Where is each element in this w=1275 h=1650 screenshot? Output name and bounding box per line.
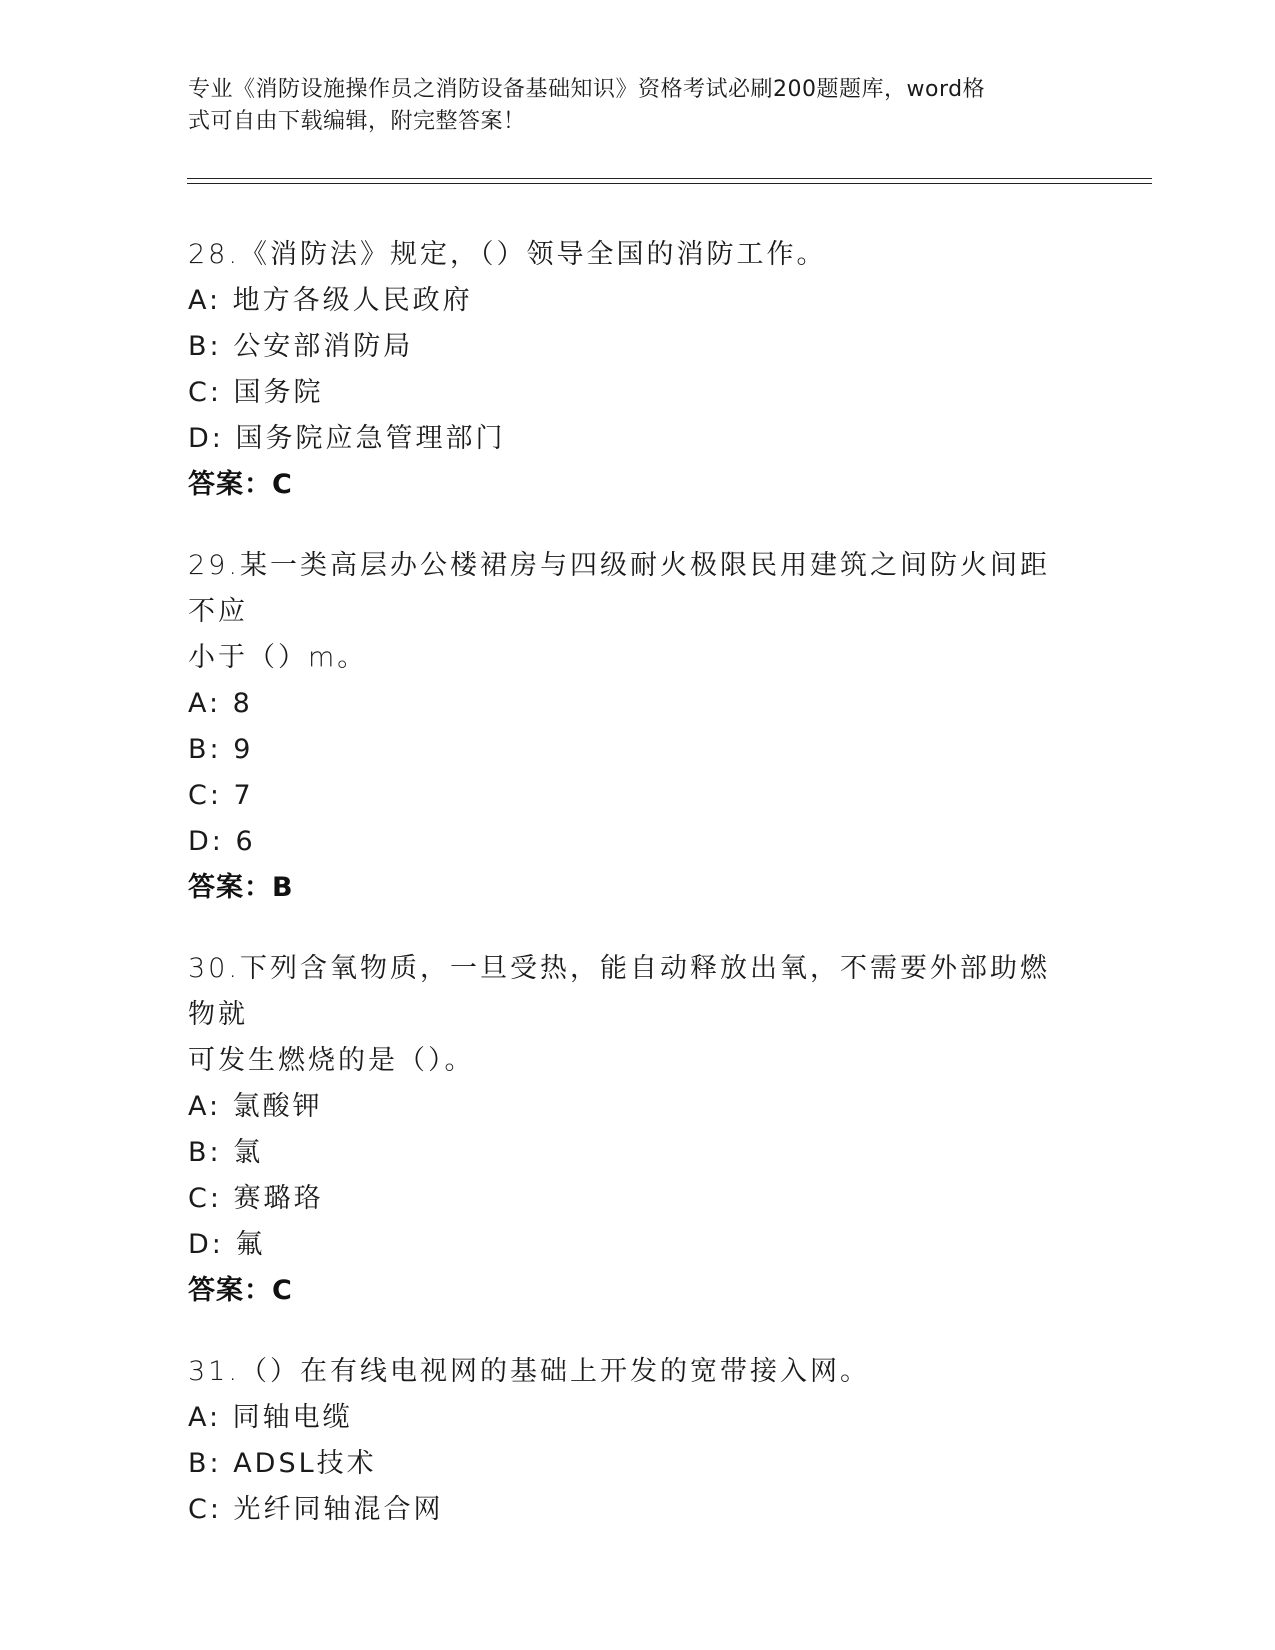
header-line: 专业《消防设施操作员之消防设备基础知识》资格考试必刷200题题库，word格 [188, 77, 986, 102]
question-31 [188, 1349, 1078, 1533]
question-stem: 30.下列含氧物质，一旦受热，能自动释放出氧，不需要外部助燃物就 [188, 953, 1050, 1030]
option-a: A: 地方各级人民政府 [188, 285, 473, 316]
document-header [188, 74, 1068, 138]
option-a: A: 氯酸钾 [188, 1091, 323, 1122]
question-stem: 29.某一类高层办公楼裙房与四级耐火极限民用建筑之间防火间距不应 [188, 550, 1050, 627]
option-c: C: 赛璐珞 [188, 1183, 324, 1214]
option-b: B: 9 [188, 734, 254, 765]
question-stem: 小于（）m。 [188, 642, 368, 673]
option-c: C: 7 [188, 780, 254, 811]
header-line: 式可自由下载编辑，附完整答案！ [188, 109, 526, 134]
answer-label: 答案：B [188, 872, 294, 903]
question-stem: 可发生燃烧的是（）。 [188, 1045, 475, 1076]
option-d: D: 氟 [188, 1229, 266, 1260]
option-c: C: 光纤同轴混合网 [188, 1494, 444, 1525]
answer-label: 答案：C [188, 1275, 293, 1306]
option-d: D: 国务院应急管理部门 [188, 423, 506, 454]
question-list [188, 232, 1078, 1568]
question-stem: 28.《消防法》规定，（）领导全国的消防工作。 [188, 239, 827, 270]
option-a: A: 同轴电缆 [188, 1402, 353, 1433]
header-divider [187, 183, 1152, 184]
option-a: A: 8 [188, 688, 253, 719]
question-stem: 31.（）在有线电视网的基础上开发的宽带接入网。 [188, 1356, 870, 1387]
question-28 [188, 232, 1078, 508]
option-b: B: ADSL技术 [188, 1448, 377, 1479]
question-30 [188, 946, 1078, 1314]
option-b: B: 公安部消防局 [188, 331, 414, 362]
option-c: C: 国务院 [188, 377, 324, 408]
question-29 [188, 543, 1078, 911]
answer-label: 答案：C [188, 469, 293, 500]
option-b: B: 氯 [188, 1137, 264, 1168]
header-divider [187, 178, 1152, 179]
option-d: D: 6 [188, 826, 256, 857]
